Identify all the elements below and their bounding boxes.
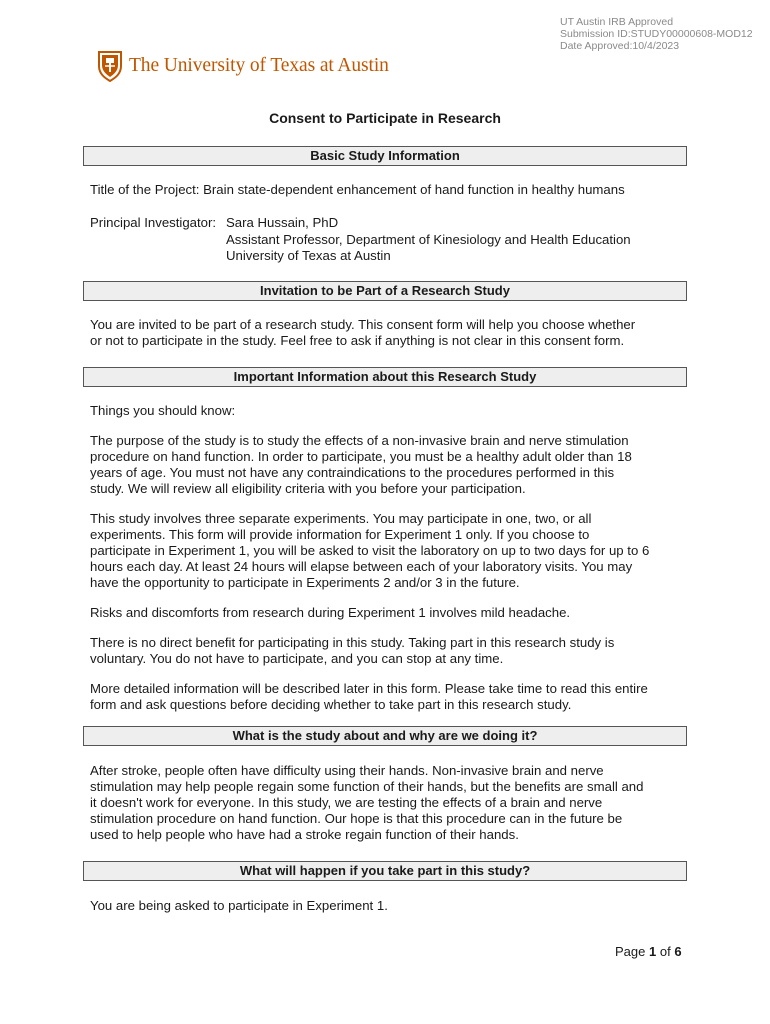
of-word: of [659,944,671,959]
text-line: More detailed information will be described later in this form. Please take time to read this entire [90,681,648,696]
text-line: stimulation procedure on hand function. Our hope is that this procedure can in the future be [90,811,623,826]
page-word: Page [615,944,646,959]
irb-line-approved: UT Austin IRB Approved [560,16,674,28]
text-line: hours each day. At least 24 hours will elapse between each of your laboratory visits. You may [90,559,633,574]
text-line: experiments. This form will provide information for Experiment 1 only. If you choose to [90,527,590,542]
text-line: This study involves three separate experiments. You may participate in one, two, or all [90,511,592,526]
text-line: There is no direct benefit for participating in this study. Taking part in this research study is [90,635,615,650]
pi-organization: University of Texas at Austin [226,248,391,263]
section-heading-what-happens: What will happen if you take part in this study? [83,861,687,881]
project-title-line: Title of the Project: Brain state-dependent enhancement of hand function in healthy humans [90,182,625,197]
important-paragraph-purpose [90,433,690,497]
text-line: used to help people who have had a stroke regain function of their hands. [90,827,519,842]
irb-line-submission: Submission ID:STUDY00000608-MOD12 [560,28,753,40]
invitation-paragraph [90,317,690,349]
text-line: The purpose of the study is to study the effects of a non-invasive brain and nerve stimulation [90,433,629,448]
irb-line-date: Date Approved:10/4/2023 [560,40,680,52]
important-paragraph-risks: Risks and discomforts from research during Experiment 1 involves mild headache. [90,605,571,620]
irb-approval-stamp [560,16,753,52]
about-paragraph [90,763,690,843]
section-heading-basic-info: Basic Study Information [83,146,687,166]
university-logo [97,50,389,82]
section-heading-about: What is the study about and why are we doing it? [83,726,687,746]
text-line: study. We will review all eligibility criteria with you before your participation. [90,481,526,496]
section-heading-invitation: Invitation to be Part of a Research Study [83,281,687,301]
important-paragraph-benefits [90,635,690,667]
pi-title: Assistant Professor, Department of Kinesiology and Health Education [226,232,631,247]
text-line: or not to participate in the study. Feel free to ask if anything is not clear in this consent form. [90,333,625,348]
text-line: participate in Experiment 1, you will be asked to visit the laboratory on up to two days for up to 6 [90,543,650,558]
document-title: Consent to Participate in Research [269,110,501,126]
text-line: You are invited to be part of a research study. This consent form will help you choose whether [90,317,636,332]
pi-name: Sara Hussain, PhD [226,215,339,230]
ut-seal-icon [97,50,123,82]
text-line: it doesn't work for everyone. In this study, we are testing the effects of a brain and nerve [90,795,603,810]
university-name: The University of Texas at Austin [129,55,389,76]
text-line: After stroke, people often have difficulty using their hands. Non-invasive brain and nerve [90,763,604,778]
total-pages: 6 [674,944,682,959]
important-intro: Things you should know: [90,403,236,418]
section-heading-important: Important Information about this Research Study [83,367,687,387]
current-page: 1 [649,944,657,959]
text-line: voluntary. You do not have to participate, and you can stop at any time. [90,651,504,666]
text-line: stimulation may help people regain some function of their hands, but the benefits are small and [90,779,644,794]
what-happens-text: You are being asked to participate in Experiment 1. [90,898,388,913]
text-line: have the opportunity to participate in Experiments 2 and/or 3 in the future. [90,575,520,590]
text-line: years of age. You must not have any contraindications to the procedures performed in this [90,465,615,480]
text-line: procedure on hand function. In order to participate, you must be a healthy adult older than 18 [90,449,632,464]
important-paragraph-experiments [90,511,690,591]
text-line: form and ask questions before deciding whether to take part in this research study. [90,697,572,712]
pi-label: Principal Investigator: [90,215,217,230]
important-paragraph-more-info [90,681,690,713]
page-number [615,944,682,959]
